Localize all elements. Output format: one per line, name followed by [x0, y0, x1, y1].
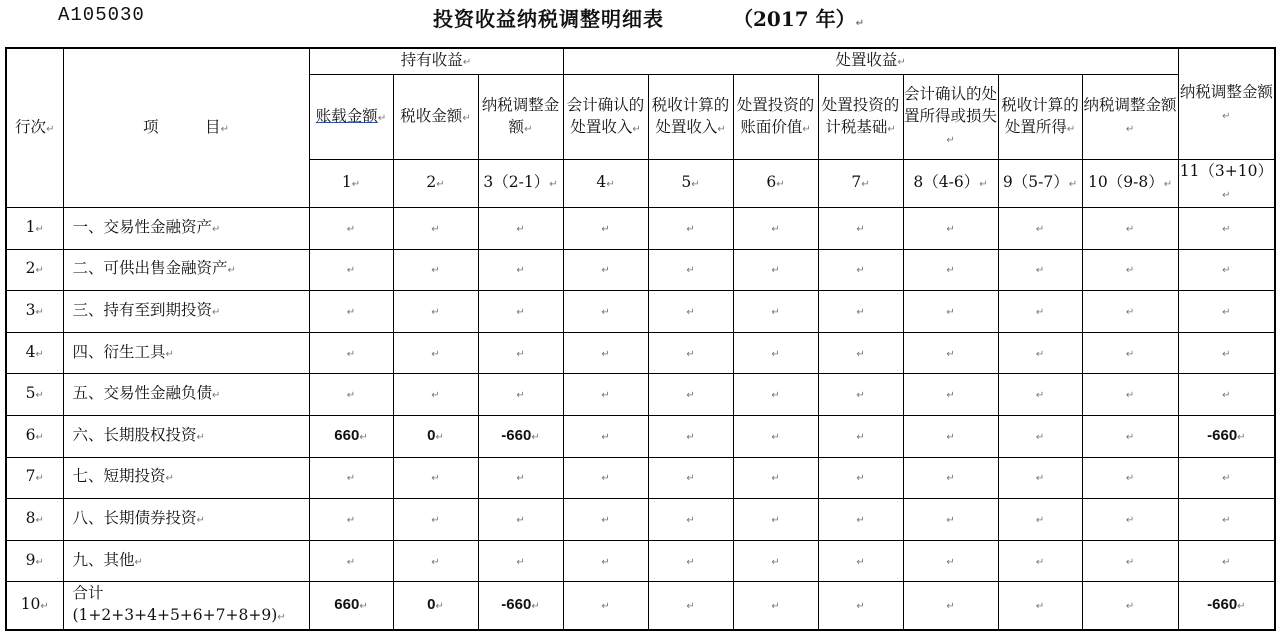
value-cell[interactable]: ↵ [1082, 540, 1178, 582]
table-body [6, 208, 1275, 631]
value-cell[interactable]: ↵ [733, 249, 818, 291]
column-index-cell: 5↵ [648, 160, 733, 208]
header-tax-disposal-income: 税收计算的处置收入↵ [648, 75, 733, 160]
value-cell[interactable]: ↵ [648, 415, 733, 457]
value-cell[interactable]: ↵ [733, 291, 818, 333]
value-cell[interactable]: ↵ [478, 332, 563, 374]
column-index-cell: 6↵ [733, 160, 818, 208]
value-cell[interactable]: ↵ [903, 540, 998, 582]
value-cell[interactable]: ↵ [1082, 499, 1178, 541]
value-cell[interactable]: ↵ [903, 457, 998, 499]
header-tax-amount: 税收金额↵ [393, 75, 478, 160]
row-number: 3↵ [6, 291, 63, 333]
value-cell[interactable]: -660↵ [478, 582, 563, 631]
row-item: 五、交易性金融负债↵ [63, 374, 309, 416]
document-title: 投资收益纳税调整明细表 [433, 7, 664, 31]
value-cell[interactable]: ↵ [903, 291, 998, 333]
value-cell[interactable]: -660↵ [1178, 415, 1275, 457]
paragraph-mark-icon: ↵ [855, 18, 865, 29]
row-item: 二、可供出售金融资产↵ [63, 249, 309, 291]
value-cell[interactable]: ↵ [563, 332, 648, 374]
value-cell[interactable]: ↵ [998, 457, 1082, 499]
row-item: 四、衍生工具↵ [63, 332, 309, 374]
value-cell[interactable]: ↵ [998, 332, 1082, 374]
row-item: 三、持有至到期投资↵ [63, 291, 309, 333]
column-index-cell: 11（3+10）↵ [1178, 160, 1275, 208]
header-tax-gain: 税收计算的处置所得↵ [998, 75, 1082, 160]
value-cell[interactable]: ↵ [309, 208, 393, 250]
value-cell[interactable]: ↵ [903, 582, 998, 631]
value-cell[interactable]: ↵ [563, 582, 648, 631]
document-year [733, 3, 864, 32]
value-cell[interactable]: ↵ [998, 291, 1082, 333]
value-cell[interactable]: ↵ [1082, 582, 1178, 631]
value-cell[interactable]: -660↵ [478, 415, 563, 457]
value-cell[interactable]: ↵ [903, 249, 998, 291]
value-cell[interactable]: ↵ [648, 249, 733, 291]
value-cell[interactable]: ↵ [998, 374, 1082, 416]
value-cell[interactable]: ↵ [998, 249, 1082, 291]
value-cell[interactable]: ↵ [478, 291, 563, 333]
header-book-amount: 账载金额↵ [309, 75, 393, 160]
value-cell[interactable]: ↵ [818, 291, 903, 333]
table-row [6, 540, 1275, 582]
row-number: 5↵ [6, 374, 63, 416]
row-item: 合计(1+2+3+4+5+6+7+8+9)↵ [63, 582, 309, 631]
value-cell[interactable]: ↵ [478, 374, 563, 416]
column-index-cell: 1↵ [309, 160, 393, 208]
column-index-cell: 9（5-7）↵ [998, 160, 1082, 208]
table-row [6, 208, 1275, 250]
value-cell[interactable]: ↵ [1178, 332, 1275, 374]
value-cell[interactable]: ↵ [1082, 249, 1178, 291]
value-cell[interactable]: ↵ [818, 332, 903, 374]
value-cell[interactable]: ↵ [733, 582, 818, 631]
value-cell[interactable]: ↵ [309, 499, 393, 541]
value-cell[interactable]: ↵ [393, 457, 478, 499]
header-book-value: 处置投资的账面价值↵ [733, 75, 818, 160]
value-cell[interactable]: 0↵ [393, 582, 478, 631]
value-cell[interactable]: ↵ [998, 499, 1082, 541]
value-cell[interactable]: ↵ [309, 332, 393, 374]
value-cell[interactable]: ↵ [733, 499, 818, 541]
value-cell[interactable]: ↵ [1178, 208, 1275, 250]
value-cell[interactable]: ↵ [1082, 291, 1178, 333]
header-group-hold: 持有收益↵ [309, 48, 563, 75]
value-cell[interactable]: ↵ [1082, 208, 1178, 250]
value-cell[interactable]: ↵ [393, 374, 478, 416]
row-number: 8↵ [6, 499, 63, 541]
value-cell[interactable]: ↵ [648, 540, 733, 582]
header-row-number: 行次↵ [6, 48, 63, 208]
value-cell[interactable]: ↵ [648, 208, 733, 250]
value-cell[interactable]: ↵ [998, 208, 1082, 250]
column-index-cell: 7↵ [818, 160, 903, 208]
row-number: 10↵ [6, 582, 63, 631]
value-cell[interactable]: ↵ [1178, 540, 1275, 582]
value-cell[interactable]: ↵ [309, 291, 393, 333]
value-cell[interactable]: 660↵ [309, 415, 393, 457]
value-cell[interactable]: ↵ [478, 499, 563, 541]
value-cell[interactable]: ↵ [818, 540, 903, 582]
value-cell[interactable]: ↵ [393, 208, 478, 250]
column-index-cell: 2↵ [393, 160, 478, 208]
value-cell[interactable]: ↵ [733, 415, 818, 457]
row-item: 六、长期股权投资↵ [63, 415, 309, 457]
value-cell[interactable]: ↵ [733, 457, 818, 499]
header-acct-disposal-income: 会计确认的处置收入↵ [563, 75, 648, 160]
value-cell[interactable]: ↵ [1178, 374, 1275, 416]
value-cell[interactable]: ↵ [1178, 249, 1275, 291]
table-row [6, 374, 1275, 416]
column-index-cell: 10（9-8）↵ [1082, 160, 1178, 208]
row-number: 7↵ [6, 457, 63, 499]
value-cell[interactable]: ↵ [563, 374, 648, 416]
column-index-cell: 4↵ [563, 160, 648, 208]
adjustment-table [5, 47, 1276, 631]
value-cell[interactable]: ↵ [563, 208, 648, 250]
value-cell[interactable]: ↵ [478, 208, 563, 250]
value-cell[interactable]: ↵ [818, 415, 903, 457]
row-number: 2↵ [6, 249, 63, 291]
value-cell[interactable]: ↵ [1082, 415, 1178, 457]
row-number: 9↵ [6, 540, 63, 582]
header-tax-basis: 处置投资的计税基础↵ [818, 75, 903, 160]
row-number: 6↵ [6, 415, 63, 457]
table-row [6, 499, 1275, 541]
value-cell[interactable]: ↵ [903, 332, 998, 374]
value-cell[interactable]: ↵ [1178, 291, 1275, 333]
value-cell[interactable]: ↵ [818, 249, 903, 291]
value-cell[interactable]: ↵ [1178, 457, 1275, 499]
value-cell[interactable]: ↵ [998, 582, 1082, 631]
value-cell[interactable]: ↵ [1082, 332, 1178, 374]
form-code: A105030 [58, 4, 145, 26]
value-cell[interactable]: ↵ [478, 540, 563, 582]
value-cell[interactable]: ↵ [309, 374, 393, 416]
value-cell[interactable]: ↵ [563, 415, 648, 457]
value-cell[interactable]: ↵ [818, 208, 903, 250]
value-cell[interactable]: ↵ [733, 332, 818, 374]
row-item: 一、交易性金融资产↵ [63, 208, 309, 250]
header-acct-gain-loss: 会计确认的处置所得或损失↵ [903, 75, 998, 160]
column-index-cell: 3（2-1）↵ [478, 160, 563, 208]
value-cell[interactable]: ↵ [648, 374, 733, 416]
table-row [6, 249, 1275, 291]
value-cell[interactable]: ↵ [733, 374, 818, 416]
value-cell[interactable]: ↵ [563, 249, 648, 291]
header-group-dispose: 处置收益↵ [563, 48, 1178, 75]
value-cell[interactable]: ↵ [309, 249, 393, 291]
value-cell[interactable]: ↵ [648, 582, 733, 631]
value-cell[interactable]: ↵ [1082, 374, 1178, 416]
table-row [6, 582, 1275, 631]
value-cell[interactable]: ↵ [648, 291, 733, 333]
value-cell[interactable]: 660↵ [309, 582, 393, 631]
value-cell[interactable]: ↵ [393, 499, 478, 541]
row-number: 4↵ [6, 332, 63, 374]
value-cell[interactable]: ↵ [733, 540, 818, 582]
header-hold-adjustment: 纳税调整金额↵ [478, 75, 563, 160]
row-item: 八、长期债券投资↵ [63, 499, 309, 541]
value-cell[interactable]: ↵ [648, 332, 733, 374]
value-cell[interactable]: ↵ [563, 499, 648, 541]
value-cell[interactable]: ↵ [818, 457, 903, 499]
table-row [6, 457, 1275, 499]
value-cell[interactable]: ↵ [733, 208, 818, 250]
value-cell[interactable]: ↵ [818, 374, 903, 416]
header-dispose-adjustment: 纳税调整金额↵ [1082, 75, 1178, 160]
value-cell[interactable]: ↵ [818, 582, 903, 631]
value-cell[interactable]: ↵ [903, 415, 998, 457]
value-cell[interactable]: ↵ [393, 291, 478, 333]
column-index-cell: 8（4-6）↵ [903, 160, 998, 208]
value-cell[interactable]: ↵ [563, 457, 648, 499]
value-cell[interactable]: ↵ [903, 374, 998, 416]
value-cell[interactable]: ↵ [648, 499, 733, 541]
value-cell[interactable]: ↵ [563, 291, 648, 333]
value-cell[interactable]: ↵ [998, 540, 1082, 582]
table-row [6, 332, 1275, 374]
value-cell[interactable]: ↵ [309, 457, 393, 499]
year-text: （2017 年） [733, 7, 856, 31]
value-cell[interactable]: ↵ [393, 540, 478, 582]
header-item: 项 目↵ [63, 48, 309, 208]
value-cell[interactable]: ↵ [818, 499, 903, 541]
value-cell[interactable]: ↵ [393, 332, 478, 374]
value-cell[interactable]: ↵ [998, 415, 1082, 457]
value-cell[interactable]: ↵ [1082, 457, 1178, 499]
header-final-adjustment: 纳税调整金额↵ [1178, 48, 1275, 160]
value-cell[interactable]: 0↵ [393, 415, 478, 457]
value-cell[interactable]: ↵ [1178, 499, 1275, 541]
value-cell[interactable]: ↵ [309, 540, 393, 582]
table-row [6, 291, 1275, 333]
value-cell[interactable]: ↵ [393, 249, 478, 291]
value-cell[interactable]: ↵ [478, 457, 563, 499]
row-item: 七、短期投资↵ [63, 457, 309, 499]
row-number: 1↵ [6, 208, 63, 250]
value-cell[interactable]: ↵ [903, 208, 998, 250]
value-cell[interactable]: ↵ [563, 540, 648, 582]
value-cell[interactable]: -660↵ [1178, 582, 1275, 631]
table-row [6, 415, 1275, 457]
row-item: 九、其他↵ [63, 540, 309, 582]
value-cell[interactable]: ↵ [478, 249, 563, 291]
value-cell[interactable]: ↵ [903, 499, 998, 541]
value-cell[interactable]: ↵ [648, 457, 733, 499]
